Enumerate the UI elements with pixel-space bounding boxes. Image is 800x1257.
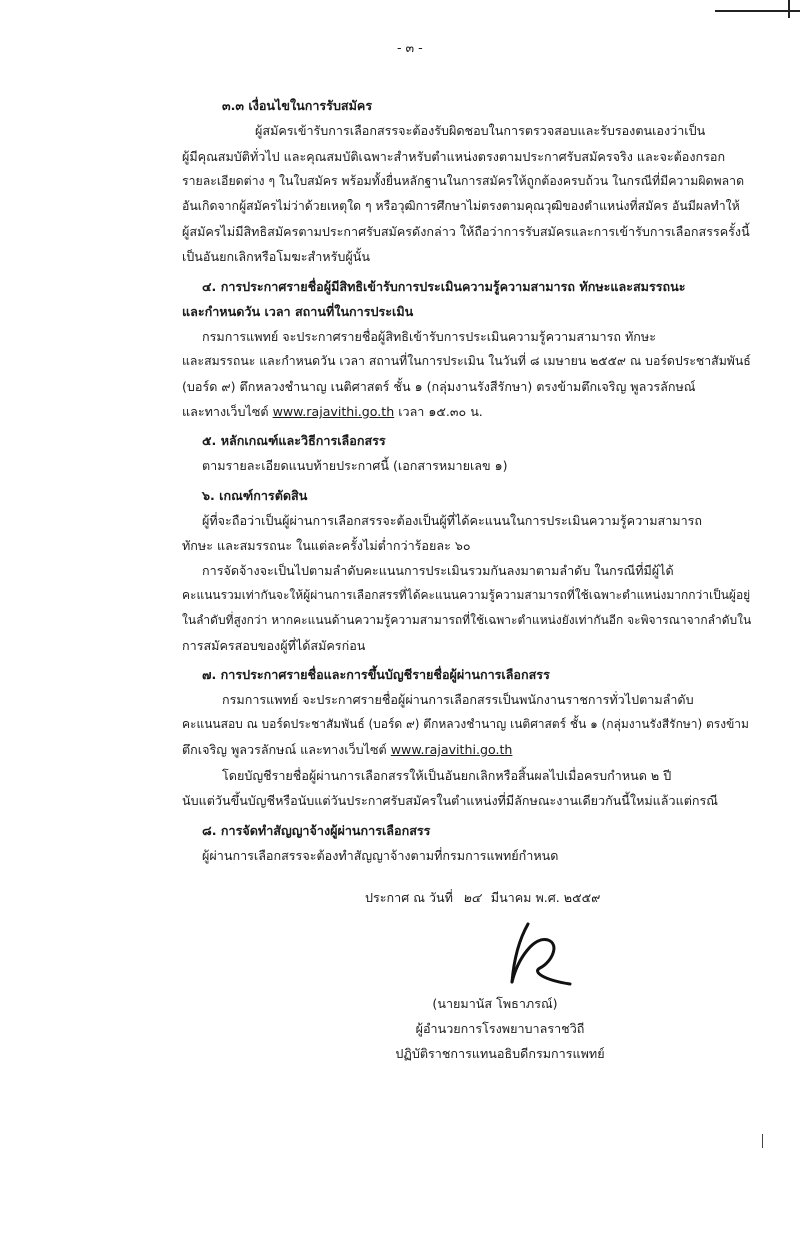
section-7-line: โดยบัญชีรายชื่อผู้ผ่านการเลือกสรรให้เป็นอันยกเลิกหรือสิ้นผลไปเมื่อครบกำหนด ๒ ปี bbox=[222, 768, 672, 783]
section-4-text: เวลา ๑๕.๓๐ น. bbox=[394, 404, 483, 419]
section-4-heading: ๔. การประกาศรายชื่อผู้มีสิทธิเข้ารับการประเมินความรู้ความสามารถ ทักษะและสมรรถนะ bbox=[202, 279, 686, 294]
section-4-text: และทางเว็บไซต์ bbox=[182, 404, 273, 419]
section-6-heading: ๖. เกณฑ์การตัดสิน bbox=[202, 488, 308, 503]
section-8-line: ผู้ผ่านการเลือกสรรจะต้องทำสัญญาจ้างตามที่กรมการแพทย์กำหนด bbox=[202, 848, 559, 863]
section-3-3-line: อันเกิดจากผู้สมัครไม่ว่าด้วยเหตุใด ๆ หรือวุฒิการศึกษาไม่ตรงตามคุณวุฒิของตำแหน่งที่สมัคร อันมีผลทำให้ bbox=[182, 199, 740, 213]
signatory-title: ผู้อำนวยการโรงพยาบาลราชวิถี bbox=[415, 1021, 585, 1036]
section-3-3-line: ผู้มีคุณสมบัติทั่วไป และคุณสมบัติเฉพาะสำหรับตำแหน่งตรงตามประกาศรับสมัครจริง และจะต้องกรอก bbox=[182, 149, 726, 164]
section-7-text: ตึกเจริญ พูลวรลักษณ์ และทางเว็บไซต์ bbox=[182, 742, 391, 757]
section-3-3-heading: ๓.๓ เงื่อนไขในการรับสมัคร bbox=[222, 98, 373, 113]
section-7-heading: ๗. การประกาศรายชื่อและการขึ้นบัญชีรายชื่อผู้ผ่านการเลือกสรร bbox=[202, 667, 550, 682]
scan-border-line bbox=[788, 0, 790, 18]
section-7-line: คะแนนสอบ ณ บอร์ดประชาสัมพันธ์ (บอร์ด ๙) ตึกหลวงชำนาญ เนติศาสตร์ ชั้น ๑ (กลุ่มงานรังสีรักษา) ตรงข้าม bbox=[182, 717, 749, 731]
announcement-prefix: ประกาศ ณ วันที่ bbox=[365, 890, 453, 905]
website-link[interactable]: www.rajavithi.go.th bbox=[390, 742, 513, 757]
announcement-day: ๒๔ bbox=[462, 890, 481, 905]
section-4-line: กรมการแพทย์ จะประกาศรายชื่อผู้สิทธิเข้ารับการประเมินความรู้ความสามารถ ทักษะ bbox=[202, 329, 656, 344]
signatory-name: (นายมานัส โพธาภรณ์) bbox=[432, 996, 558, 1011]
section-6-line: ในลำดับที่สูงกว่า หากคะแนนด้านความรู้ความสามารถที่ใช้เฉพาะตำแหน่งยังเท่ากันอีก จะพิจารณาจากลำดับใน bbox=[182, 613, 752, 627]
signature-image bbox=[500, 918, 580, 994]
section-3-3-line: ผู้สมัครเข้ารับการเลือกสรรจะต้องรับผิดชอบในการตรวจสอบและรับรองตนเองว่าเป็น bbox=[255, 123, 706, 138]
section-4-heading-cont: และกำหนดวัน เวลา สถานที่ในการประเมิน bbox=[182, 304, 414, 319]
section-6-line: ผู้ที่จะถือว่าเป็นผู้ผ่านการเลือกสรรจะต้องเป็นผู้ที่ได้คะแนนในการประเมินความรู้ความสามารถ bbox=[202, 513, 703, 528]
page-number: - ๓ - bbox=[397, 40, 423, 55]
section-6-line: คะแนนรวมเท่ากันจะให้ผู้ผ่านการเลือกสรรที่ได้คะแนนความรู้ความสามารถที่ใช้เฉพาะตำแหน่งมากกว่าเป็นผู้อยู่ bbox=[182, 588, 751, 602]
section-4-line: และสมรรถนะ และกำหนดวัน เวลา สถานที่ในการประเมิน ในวันที่ ๘ เมษายน ๒๕๕๙ ณ บอร์ดประชาสัมพันธ์ bbox=[182, 354, 751, 368]
section-3-3-line: เป็นอันยกเลิกหรือโมฆะสำหรับผู้นั้น bbox=[182, 249, 370, 264]
section-3-3-line: ผู้สมัครไม่มีสิทธิสมัครตามประกาศรับสมัครดังกล่าว ให้ถือว่าการรับสมัครและการเข้ารับการเลือกสรรครั้งนี้ bbox=[182, 224, 750, 239]
announcement-month-year: มีนาคม พ.ศ. ๒๕๕๙ bbox=[490, 890, 601, 905]
section-6-line: ทักษะ และสมรรถนะ ในแต่ละครั้งไม่ต่ำกว่าร้อยละ ๖๐ bbox=[182, 538, 471, 553]
section-6-line: การสมัครสอบของผู้ที่ได้สมัครก่อน bbox=[182, 638, 366, 653]
website-link[interactable]: www.rajavithi.go.th bbox=[272, 404, 395, 419]
signatory-acting: ปฏิบัติราชการแทนอธิบดีกรมการแพทย์ bbox=[395, 1046, 605, 1061]
section-7-line: นับแต่วันขึ้นบัญชีหรือนับแต่วันประกาศรับสมัครในตำแหน่งที่มีลักษณะงานเดียวกันนี้ใหม่แล้วแต่กรณี bbox=[182, 793, 718, 808]
section-7-line: กรมการแพทย์ จะประกาศรายชื่อผู้ผ่านการเลือกสรรเป็นพนักงานราชการทั่วไปตามลำดับ bbox=[222, 692, 694, 707]
section-7-website-line bbox=[182, 740, 512, 760]
section-3-3-line: รายละเอียดต่าง ๆ ในใบสมัคร พร้อมทั้งยื่นหลักฐานในการสมัครให้ถูกต้องครบถ้วน ในกรณีที่มีความผิดพลาด bbox=[182, 174, 745, 188]
section-6-line: การจัดจ้างจะเป็นไปตามลำดับคะแนนการประเมินรวมกันลงมาตามลำดับ ในกรณีที่มีผู้ได้ bbox=[202, 563, 674, 578]
announcement-date bbox=[365, 888, 600, 908]
section-4-line: (บอร์ด ๙) ตึกหลวงชำนาญ เนติศาสตร์ ชั้น ๑ (กลุ่มงานรังสีรักษา) ตรงข้ามตึกเจริญ พูลวรลักษณ์ bbox=[182, 379, 696, 394]
section-5-line: ตามรายละเอียดแนบท้ายประกาศนี้ (เอกสารหมายเลข ๑) bbox=[202, 458, 508, 473]
section-5-heading: ๕. หลักเกณฑ์และวิธีการเลือกสรร bbox=[202, 433, 386, 448]
section-8-heading: ๘. การจัดทำสัญญาจ้างผู้ผ่านการเลือกสรร bbox=[202, 823, 431, 838]
section-4-website-line bbox=[182, 402, 483, 422]
scan-mark bbox=[762, 1134, 763, 1148]
